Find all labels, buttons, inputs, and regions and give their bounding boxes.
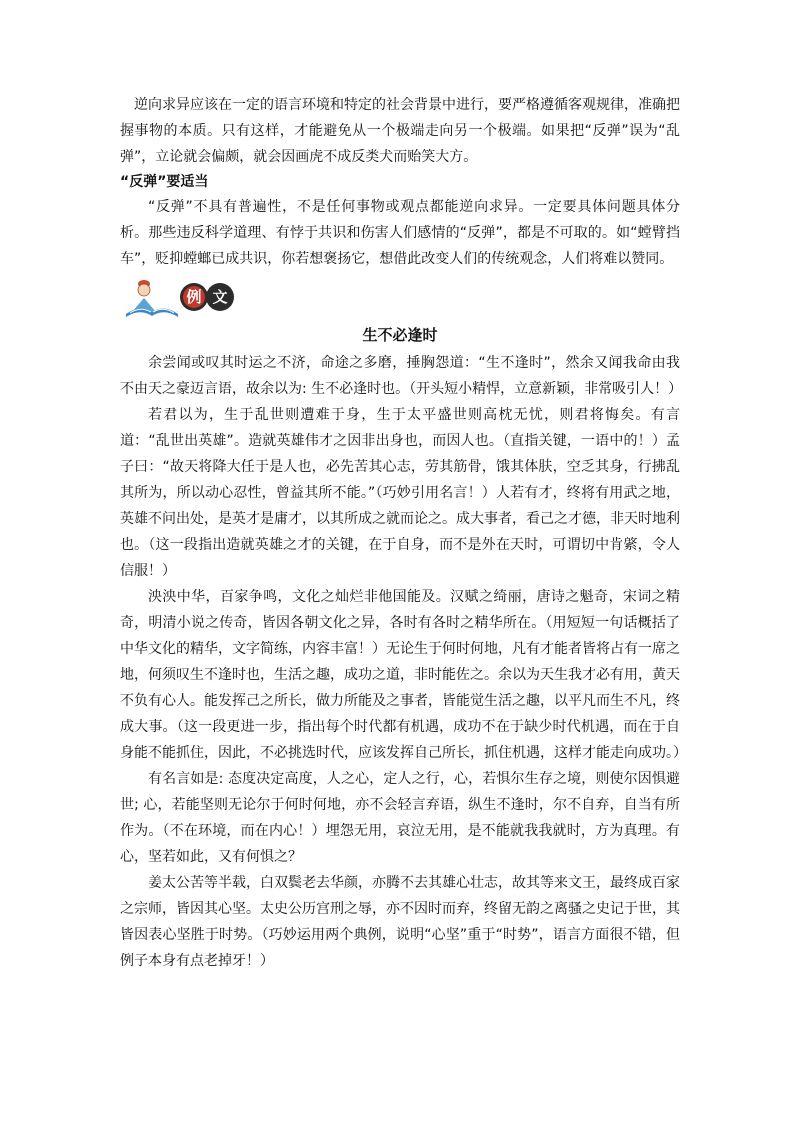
essay-paragraph-3: 泱泱中华，百家争鸣，文化之灿烂非他国能及。汉赋之绮丽，唐诗之魁奇，宋词之精奇，明清小说之传奇，皆因各朝文化之异，各时有各时之精华所在。（用短短一句话概括了中华文化的精华，文字简练，内容丰富！）无论生于何时何地，凡有才能者皆将占有一席之地，何须叹生不逢时也，生活之趣，成功之道，非时能佐之。余以为天生我才必有用，黄天不负有心人。能发挥己之所长，做力所能及之事者，皆能觉生活之趣，以平凡而生不凡，终成大事。（这一段更进一步，指出每个时代都有机遇，成功不在于缺少时代机遇，而在于自身能不能抓住，因此，不必挑选时代，应该发挥自己所长，抓住机遇，这样才能走向成功。） [120,589,687,761]
badge-char-1: 例 [186,288,202,306]
essay-paragraph-4: 有名言如是: 态度决定高度，人之心，定人之行，心，若惧尔生存之境，则使尔因惧避世; 心，若能坚则无论尔于何时何地，亦不会轻言弃语，纵生不逢时，尔不自弃，自当有所作为。（不在环境，而在内心！）埋怨无用，哀泣无用，是不能就我我就时，方为真理。有心，坚若如此，又有何惧之？ [120,771,680,865]
essay-paragraph-1: 余尝闻或叹其时运之不济，命途之多磨，捶胸怨道：“生不逢时”，然余又闻我命由我不由天之豪迈言语，故余以为: 生不必逢时也。（开头短小精悍，立意新颖，非常吸引人！） [120,355,683,397]
badge-circle-1 [180,283,208,311]
essay-title: 生不必逢时 [362,326,438,344]
example-badge [120,278,680,320]
intro-paragraph: 逆向求异应该在一定的语言环境和特定的社会背景中进行，要严格遵循客观规律，准确把握事物的本质。只有这样，才能避免从一个极端走向另一个极端。如果把“反弹”误为“乱弹”，立论就会偏颇，就会因画虎不成反类犬而贻笑大方。 [120,97,680,165]
section-heading: “反弹”要适当 [120,174,209,190]
essay-paragraph-2: 若君以为，生于乱世则遭难于身，生于太平盛世则高枕无忧，则君将悔矣。有言道：“乱世出英雄”。造就英雄伟才之因非出身也，而因人也。（直指关键，一语中的！）孟子曰：“故天将降大任于是人也，必先苦其心志，劳其筋骨，饿其体肤，空乏其身，行拂乱其所为，所以动心忍性，曾益其所不能。”（巧妙引用名言！）人若有才，终将有用武之地，英雄不问出处，是英才是庸才，以其所成之就而论之。成大事者，看己之才德，非天时地利也。（这一段指出造就英雄之才的关键，在于自身，而不是外在天时，可谓切中肯綮，令人信服！） [120,407,680,579]
section-paragraph: “反弹”不具有普遍性，不是任何事物或观点都能逆向求异。一定要具体问题具体分析。那些违反科学道理、有悖于共识和伤害人们感情的“反弹”，都是不可取的。如“螳臂挡车”，贬抑螳螂已成共识，你若想褒扬它，想借此改变人们的传统观念，人们将难以赞同。 [120,199,680,267]
essay-paragraph-5: 姜太公苦等半载，白双鬓老去华颜，亦腾不去其雄心壮志，故其等来文王，最终成百家之宗师，皆因其心坚。太史公历宫刑之辱，亦不因时而弃，终留无韵之离骚之史记于世，其皆因表心坚胜于时势。（巧妙运用两个典例，说明“心坚”重于“时势”，语言方面很不错，但例子本身有点老掉牙！） [120,875,680,969]
document-page [120,92,687,974]
badge-char-2: 文 [212,288,228,306]
badge-circle-2 [206,283,234,311]
reader-book-icon [122,278,180,318]
